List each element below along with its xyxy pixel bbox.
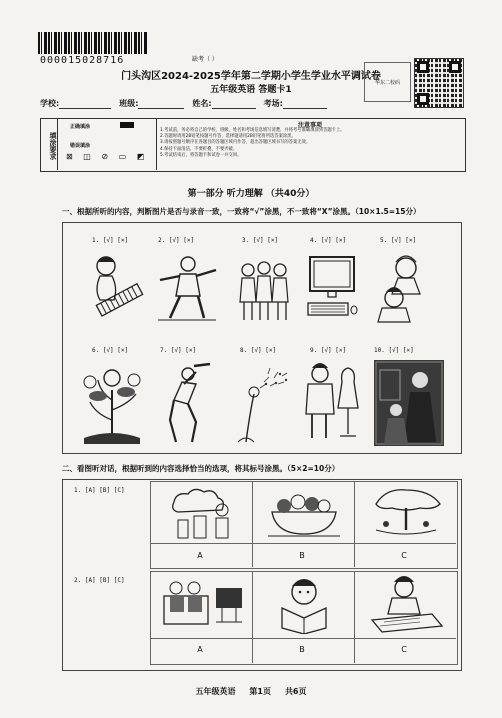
qr-corner	[417, 61, 429, 73]
footer-page: 第1页	[249, 687, 271, 696]
barcode	[38, 32, 148, 54]
name-field[interactable]	[192, 98, 255, 109]
question-8-options[interactable]: 8. [√] [×]	[240, 347, 277, 354]
wrong-fill-label: 错误填涂	[70, 143, 91, 149]
tree-picnic-icon	[366, 486, 446, 540]
q1-option-a-label: A	[197, 551, 203, 560]
computer-icon	[306, 255, 358, 321]
girl-drawing-icon	[366, 574, 446, 634]
question-4-options[interactable]: 4. [√] [×]	[310, 237, 347, 244]
q2-answer-options[interactable]: 2. [A] [B] [C]	[74, 577, 125, 584]
fill-examples	[58, 118, 157, 170]
qr-code-icon	[414, 58, 464, 108]
note-item: 5.考试结束后，将答题卡和试卷一并交回。	[160, 152, 242, 158]
question-5-options[interactable]: 5. [√] [×]	[380, 237, 417, 244]
school-field[interactable]	[40, 98, 111, 109]
question-2-options[interactable]: 2. [√] [×]	[158, 237, 195, 244]
question-7-options[interactable]: 7. [√] [×]	[160, 347, 197, 354]
two-people-photo-icon	[374, 360, 444, 446]
boy-reading-icon	[268, 574, 338, 634]
dandelion-icon	[232, 362, 292, 444]
section1-instruction: 一、根据所听的内容，判断图片是否与录音一致，一致将“√”涂黑，不一致将“X”涂黑。（10×1.5=15分）	[62, 207, 421, 216]
man-doing-tai-chi-icon	[154, 252, 220, 322]
question-9-options[interactable]: 9. [√] [×]	[310, 347, 347, 354]
note-item: 3.请按照题号顺序在各题目的答题区域内作答，超出答题区域书写的答案无效。	[160, 140, 311, 146]
name-label: 姓名:	[192, 99, 212, 108]
q2-option-c-label: C	[401, 645, 407, 654]
student-info-row	[40, 98, 327, 109]
family-sofa-tv-icon	[160, 574, 246, 634]
part-title: 第一部分 听力理解 （共40分）	[187, 189, 315, 199]
footer-total: 共6页	[284, 687, 307, 696]
filled-mark-icon	[120, 122, 134, 128]
barcode-number: 000015028716	[40, 55, 125, 66]
note-item: 1.考试前，务必将自己的学校、班级、姓名和考场信息填写清楚，并将考号准确填涂到答题卡上。	[160, 128, 345, 133]
fruit-bowl-icon	[266, 488, 342, 538]
qr-corner	[449, 61, 461, 73]
absent-mark: 缺考（ ）	[192, 56, 218, 63]
section2-instruction: 二、看图听对话，根据听到的内容选择恰当的选项，将其标号涂黑。（5×2=10分）	[62, 464, 340, 473]
qr-corner	[417, 93, 429, 105]
baseball-player-icon	[154, 362, 214, 446]
fill-requirement-label: 填涂要求	[40, 118, 58, 170]
class-field[interactable]	[119, 98, 184, 109]
q2-option-a-label: A	[197, 645, 203, 654]
boy-with-mannequin-icon	[302, 360, 368, 442]
question-10-options[interactable]: 10. [√] [×]	[374, 347, 414, 354]
children-group-icon	[236, 258, 294, 324]
correct-fill-label: 正确填涂	[70, 124, 91, 130]
girl-playing-piano-icon	[86, 252, 146, 322]
school-label: 学校:	[40, 99, 60, 108]
note-item: 2.答题时请用2B铅笔按题号作答，选择题请用2B铅笔将所选答案涂黑。	[160, 134, 296, 140]
q1-answer-options[interactable]: 1. [A] [B] [C]	[74, 487, 125, 494]
cloud-over-city-icon	[168, 486, 238, 540]
exam-room-field[interactable]	[264, 98, 327, 109]
flowering-plant-icon	[80, 360, 144, 444]
question-1-options[interactable]: 1. [√] [×]	[92, 237, 129, 244]
notes-list	[160, 128, 460, 159]
exam-title: 门头沟区2024-2025学年第二学期小学生学业水平调试卷	[121, 71, 381, 82]
question-3-options[interactable]: 3. [√] [×]	[242, 237, 279, 244]
note-item: 4.保持卡面清洁，不要折叠、不要弄破。	[160, 146, 238, 152]
exam-subtitle: 五年级英语 答题卡1	[210, 85, 292, 95]
q1-option-b-label: B	[299, 551, 305, 560]
footer-subject: 五年级英语	[195, 687, 236, 696]
notes-title: 注意事项	[297, 122, 322, 129]
question-6-options[interactable]: 6. [√] [×]	[92, 347, 129, 354]
qr-label: 华东二校码	[364, 62, 411, 102]
doctor-and-boy-icon	[374, 252, 438, 324]
q1-option-c-label: C	[401, 551, 407, 560]
exam-room-label: 考场:	[263, 99, 283, 108]
page-footer	[0, 686, 502, 697]
class-label: 班级:	[119, 99, 139, 108]
wrong-mark-icons: ⊠ ◫ ⊘ ▭ ◩	[66, 152, 149, 161]
q2-option-b-label: B	[299, 645, 305, 654]
